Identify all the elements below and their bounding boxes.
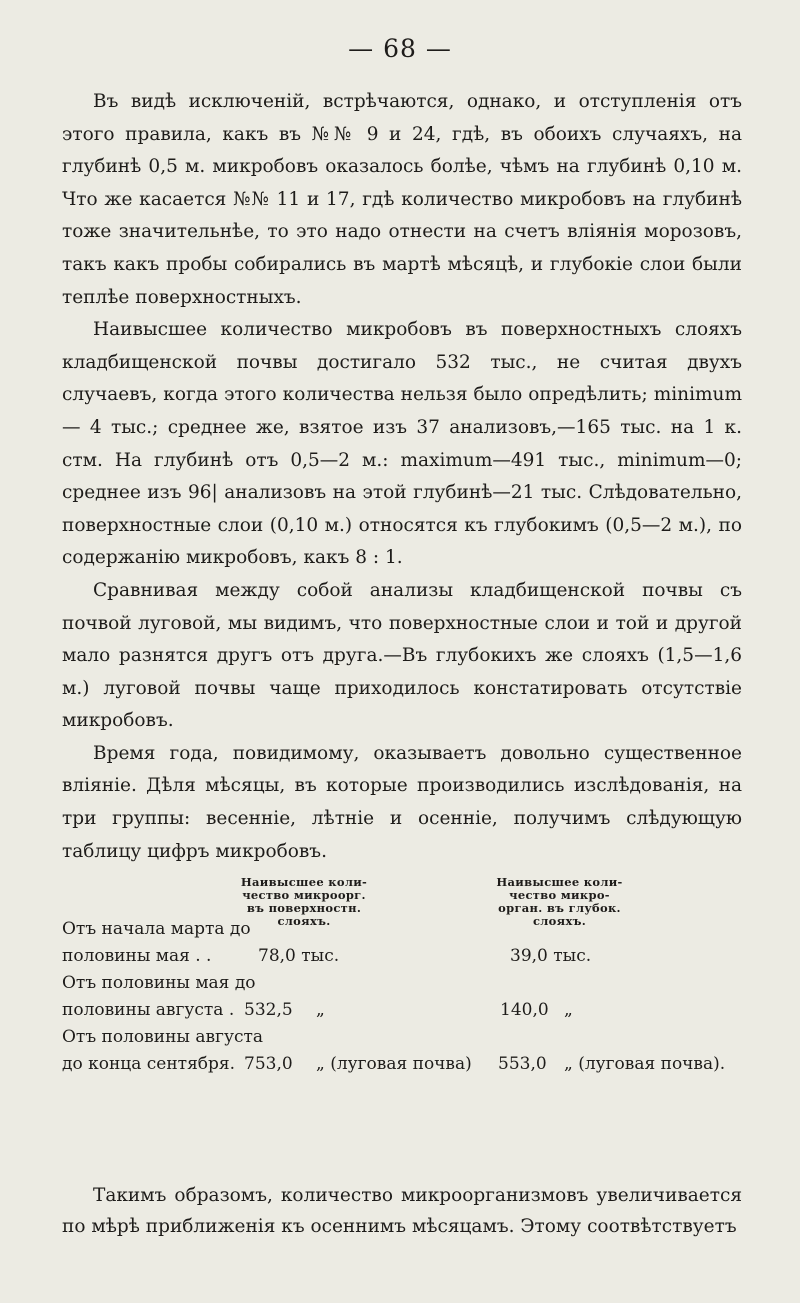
cell-autumn-surface-note: „ (луговая почва): [316, 1054, 472, 1074]
cell-summer-deep: 140,0: [500, 1000, 549, 1020]
cell-spring-deep: 39,0 тыс.: [510, 946, 592, 966]
cell-autumn-deep-note: „ (луговая почва).: [564, 1054, 726, 1074]
paragraph-exceptions: Въ видѣ исключеній, встрѣчаются, однако, и отступленія отъ этого правила, какъ въ №№ 9 и 24, гдѣ, въ обоихъ случаяхъ, на глубинѣ 0,5 м. микробовъ оказалось болѣе, чѣмъ на глубинѣ 0,10 м. Что же касается №№ 11 и 17, гдѣ количество микробовъ на глубинѣ тоже значительнѣе, то это надо отнести на счетъ вліянія морозовъ, такъ какъ пробы собирались въ мартѣ мѣсяцѣ, и глубокіе слои были теплѣе поверхностныхъ.: [62, 91, 742, 308]
body-text: [62, 86, 742, 868]
cell-autumn-deep: 553,0: [498, 1054, 547, 1074]
microbe-table: [62, 875, 762, 1074]
paragraph-maximum: Наивысшее количество микробовъ въ поверхностныхъ слояхъ кладбищенской почвы достигало 532 тыс., не считая двухъ случаевъ, когда этого количества нельзя было опредѣлить; minimum— 4 тыс.; среднее же, взятое изъ 37 анализовъ,—165 тыс. на 1 к. стм. На глубинѣ отъ 0,5—2 м.: maximum—491 тыс., minimum—0; среднее изъ 96| анализовъ на этой глубинѣ—21 тыс. Слѣдовательно, поверхностные слои (0,10 м.) относятся къ глубокимъ (0,5—2 м.), по содержанію микробовъ, какъ 8 : 1.: [62, 319, 742, 569]
paragraph-season: Время года, повидимому, оказываетъ довольно существенное вліяніе. Дѣля мѣсяцы, въ которые производились изслѣдованія, на три группы: весенніе, лѣтніе и осенніе, получимъ слѣдующую таблицу цифръ микробовъ.: [62, 742, 742, 862]
column-header-surface: Наивысшее коли- чество микроорг. въ поверхностн. слояхъ.: [240, 875, 368, 928]
row-label-summer-line1: Отъ половины мая до: [62, 973, 256, 993]
column-header-deep: Наивысшее коли- чество микро- орган. въ глубок. слояхъ.: [496, 875, 623, 928]
cell-summer-surface-ditto: „: [316, 1000, 325, 1020]
row-label-summer-line2: половины августа .: [62, 1000, 235, 1020]
cell-autumn-surface: 753,0: [244, 1054, 293, 1074]
row-label-spring-line1: Отъ начала марта до: [62, 919, 251, 939]
row-label-autumn-line1: Отъ половины августа: [62, 1027, 264, 1047]
row-label-spring-line2: половины мая . .: [62, 946, 212, 966]
paragraph-comparison: Сравнивая между собой анализы кладбищенской почвы съ почвой луговой, мы видимъ, что поверхностные слои и той и другой мало разнятся другъ отъ друга.—Въ глубокихъ же слояхъ (1,5—1,6 м.) луговой почвы чаще приходилось констатировать отсутствіе микробовъ.: [62, 579, 742, 732]
paragraph-conclusion: Такимъ образомъ, количество микроорганизмовъ увеличивается по мѣрѣ приближенія къ осеннимъ мѣсяцамъ. Этому соотвѣтствуетъ: [62, 1185, 742, 1237]
closing-text: [62, 1180, 742, 1242]
page-number: — 68 —: [348, 34, 452, 63]
cell-summer-deep-ditto: „: [564, 1000, 573, 1020]
cell-summer-surface: 532,5: [244, 1000, 293, 1020]
cell-spring-surface: 78,0 тыс.: [258, 946, 340, 966]
row-label-autumn-line2: до конца сентября.: [62, 1054, 236, 1074]
